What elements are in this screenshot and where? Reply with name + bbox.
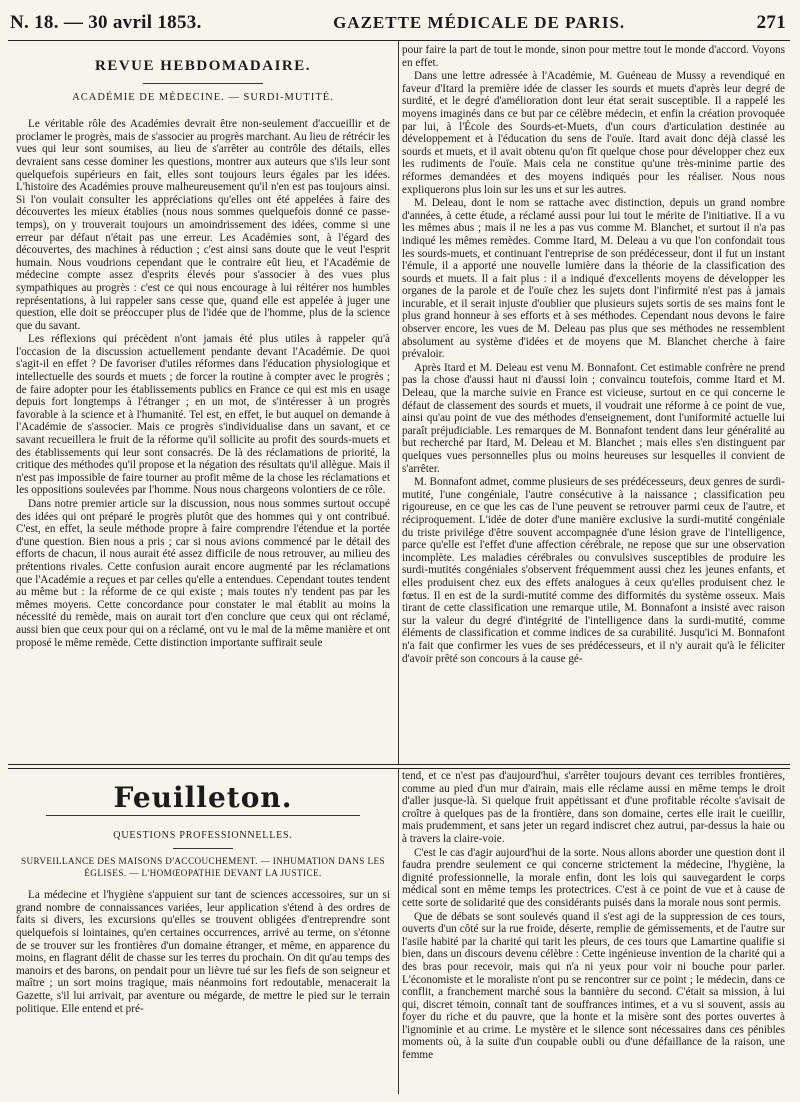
feuilleton-rule (8, 764, 790, 765)
revue-title: REVUE HEBDOMADAIRE. (94, 58, 311, 74)
revue-title-rule (143, 83, 263, 84)
page-header (10, 12, 786, 40)
feuilleton-title-rule (46, 815, 360, 816)
revue-paragraph: Dans notre premier article sur la discussion, nous nous sommes surtout occupé des idées qui ont préparé le progrès plutôt que des hommes qui y ont contribué. C'est, en effet, la seule méthode propre à faire comprendre l'étendue et la portée d'une question. Bien nous a pris ; car si nous avions commencé par le détail des efforts de chacun, il nous aurait été assez difficile de nous retrouver, au milieu des prétentions rivales. Cette confusion aurait encore augmenté par les réclamations que l'Académie a reçues et par celles qu'elle a entendues. Cependant toutes tendent au même but : la réforme de ce qui existe ; mais toutes n'y tendent pas par les mêmes moyens. Cette concordance pour constater le mal établit au moins la nécessité du remède, mais on aurait tort d'en conclure que ceux qui ont réclamé, aussi bien que ceux pour qui on a réclamé, ont vu le mal de la même manière et ont proposé le même remède. Cette distinction importante suffirait seule (16, 498, 390, 649)
column-divider-upper (398, 41, 399, 764)
feuilleton-rule-secondary (8, 768, 790, 769)
feuilleton-subtitle: QUESTIONS PROFESSIONNELLES. (113, 829, 293, 841)
feuilleton-subtitle-rule (173, 848, 233, 849)
revue-paragraph: Les réflexions qui précèdent n'ont jamais été plus utiles à rappeler qu'à l'occasion de la discussion actuellement pendante devant l'Académie. De quoi s'agit-il en effet ? De favoriser d'utiles réformes dans l'éducation physiologique et intellectuelle des sourds et muets ; de forcer la routine à compter avec le progrès ; de faire adopter pour les établissements publics en France ce qui est mis en usage depuis fort longtemps à l'étranger ; en un mot, de s'intéresser à un progrès favorable à la science et à l'humanité. Tel est, en effet, le but auquel on demande à l'Académie de s'associer. Mais ce progrès s'individualise dans un savant, et ce savant recueillera le fruit de la réforme qu'il sollicite au profit des sourds-muets et des établissements qui leur sont consacrés. De là des réclamations de priorité, la critique des méthodes qu'il propose et la négation des résultats qu'il allègue. Mais il n'est pas impossible de faire tourner au profit même de la chose les réclamations et les oppositions soulevées par l'homme. Nous nous chargeons volontiers de ce rôle. (16, 333, 390, 497)
issue-info (10, 12, 202, 34)
revue-paragraph: pour faire la part de tout le monde, sinon pour mettre tout le monde d'accord. Voyons en effet. (402, 44, 785, 69)
revue-paragraph: Dans une lettre adressée à l'Académie, M. Guéneau de Mussy a revendiqué en faveur d'Itard la première idée de classer les sourds et muets d'après leur degré de surdité, et le degré d'amélioration dont leur état serait susceptible. Il a rappelé les moyens imaginés dans ce but par ce célèbre médecin, et enfin la création provoquée par lui, à l'École des Sourds-et-Muets, d'un cours d'articulation destinée au développement et à l'éducation du sens de l'ouïe. Itard avait donc déjà classé les sourds et muets, et il avait obtenu qu'on fît quelque chose pour développer chez eux les rudiments de l'ouïe. Mais cela ne constitue qu'une très-minime partie des réformes demandées et des moyens indiqués pour les réaliser. Nous nous expliquerons plus loin sur les uns et sur les autres. (402, 70, 785, 196)
feuilleton-paragraph: C'est le cas d'agir aujourd'hui de la sorte. Nous allons aborder une question dont il faudra prendre seulement ce qui concerne strictement la médecine, l'hygiène, la dignité professionnelle, la morale enfin, dont les lois qui sauvegardent le corps médical sont en même temps les protectrices. C'est à ce point de vue et à cause de cette sorte de solidarité que des considérants puisés dans la morale nous sont permis. (402, 846, 785, 909)
feuilleton-title: Feuilleton. (113, 781, 293, 814)
page-number: 271 (756, 12, 786, 33)
revue-paragraph: M. Deleau, dont le nom se rattache avec distinction, depuis un grand nombre d'années, à cette étude, a réclamé aussi pour lui tout le mérite de l'initiative. Il a vu les mêmes abus ; mais il ne les a pas vus comme M. Blanchet, et surtout il n'a pas indiqué les mêmes remèdes. Comme Itard, M. Deleau a vu que l'on confondait tous les sourds-muets, et continuant l'entreprise de son prédécesseur, dont il fut un instant l'émule, il a apporté une nouvelle lumière dans la théorie de la classification des sourds et muets. Il a fait plus : il a indiqué d'excellents moyens de développer les organes de la parole et de l'ouïe chez les sujets dont l'infirmité n'est pas à jamais incurable, et il serait injuste d'oublier que plusieurs sujets sortis de ses mains font le plus grand honneur à ses efforts et à ses méthodes. Cependant nous devons le faire observer encore, les vues de M. Deleau pas plus que ses méthodes ne ressemblent absolument au système d'idées et de moyens que M. Blanchet cherche à faire prévaloir. (402, 197, 785, 361)
header-rule (8, 40, 790, 41)
feuilleton-column-left (16, 772, 390, 1094)
feuilleton-paragraph: tend, et ce n'est pas d'aujourd'hui, s'arrêter toujours devant ces terribles frontières, comme au pied d'un mur d'airain, mais elle réclame aussi en même temps le droit d'aller jusque-là. Si quelque fruit appétissant et d'une profitable récolte s'avisait de croître à quelques pas de la frontière, dans son domaine, certes elle irait le cueillir, mais prudemment, et sans jeter un regard indiscret chez autrui, par-dessus la haie ou à travers la claire-voie. (402, 770, 785, 845)
feuilleton-paragraph: Que de débats se sont soulevés quand il s'est agi de la suppression de ces tours, ouverts d'un côté sur la rue froide, déserte, remplie de gémissements, et de l'autre sur l'asile habité par la charité qui tarit les pleurs, de ces tours que Lamartine qualifie si bien, dans un discours devenu célèbre : Cette ingénieuse invention de la charité qui a des bras pour recevoir, mais qui n'a ni yeux pour voir ni bouche pour parler. L'économiste et le moraliste n'ont pu se rencontrer sur ce point ; le médecin, dans ce conflit, a franchement marché sous la bannière du second. C'était sa mission, à lui qui, discret témoin, connaît tant de souffrances intimes, et a vu si souvent, assis au foyer du riche et du pauvre, que la honte et la misère sont des portes ouvertes à l'ignominie et au crime. Le mystère et le silence sont nécessaires dans ces pénibles moments où, à la suite d'un coupable oubli ou d'une défaillance de la raison, une femme (402, 910, 785, 1062)
issue-number: N. 18. (10, 12, 59, 33)
feuilleton-paragraph: La médecine et l'hygiène s'appuient sur tant de sciences accessoires, sur un si grand nombre de connaissances variées, leur application s'étend à des ordres de faits si divers, les excursions qu'elles se trouvent obligées d'entreprendre sont quelquefois si lointaines, qu'en certaines occurrences, arrivé au terme, on s'étonne de se trouver sur les frontières d'un domaine étranger, et même, en apparence du moins, en flagrant délit de chasse sur les terres du prochain. On dit qu'au temps des manoirs et des barons, on pendait pour un lièvre tué sur les fiefs de son seigneur et maître ; un sort moins tragique, mais néanmoins fort redoutable, menacerait la Gazette, s'il lui arrivait, par aventure ou mégarde, de mettre le pied sur le terrain politique. Elle entend et pré- (16, 889, 390, 1015)
revue-paragraph: M. Bonnafont admet, comme plusieurs de ses prédécesseurs, deux genres de surdi-mutité, l'une congéniale, l'autre consécutive à la naissance ; classification peu rigoureuse, en ce que les cas de l'une peuvent se retrouver parmi ceux de l'autre, et réciproquement. L'idée de doter d'une manière exclusive la surdi-mutité congéniale du triste privilége d'être souvent accompagnée d'une lésion grave de l'intelligence, parce qu'elle est l'effet d'une affection cérébrale, ne repose que sur une observation incomplète. Les maladies cérébrales ou convulsives susceptibles de produire les surdi-mutités congéniales s'observent fréquemment aussi chez les jeunes enfants, et elles produisent chez eux des effets analogues à ceux qu'elles produisent chez le fœtus. Il en est de la surdi-mutité comme des difformités du système osseux. Mais tirant de cette classification une remarque utile, M. Bonnafont a insisté avec raison sur la valeur du degré d'intégrité de l'intelligence dans la surdi-mutité, comme éléments de classification et comme indices de sa curabilité. Jusqu'ici M. Bonnafont n'a fait que confirmer les vues de ses prédécesseurs, et il n'y aurait qu'à le féliciter d'avoir prêté son concours à la cause gé- (402, 476, 785, 665)
revue-column-right (402, 44, 785, 760)
feuilleton-column-right (402, 770, 785, 1094)
revue-paragraph: Le véritable rôle des Académies devrait être non-seulement d'accueillir et de proclamer le progrès, mais de s'associer au progrès marchant. Au lieu de rétrécir les vues qui leur sont soumises, au lieu de s'arrêter au contrôle des détails, elles devraient sans cesse dominer les questions, montrer aux auteurs que s'ils leur sont quelquefois supérieurs en fait, elles sont toujours leurs égales par les idées. L'histoire des Académies prouve malheureusement qu'il n'en est pas toujours ainsi. Si l'on voulait consulter les appréciations qu'elles ont été appelées à faire des découvertes les mieux établies (nous nous sommes quelquefois donné ce passe-temps), on y trouverait toujours un amoindrissement des idées, comme si une erreur par défaut n'était pas une erreur. Les Académies sont, à l'égard des découvertes, des machines à réduction ; c'est ainsi sans doute que le veut l'esprit humain. Nous voudrions cependant que le contraire eût lieu, et l'Académie de médecine compte assez d'esprits élevés pour s'associer à des vues plus sympathiques au progrès : c'est ce qui nous encourage à lui réitérer nos humbles représentations, à lui rappeler sans cesse que, quand elle est appelée à juger une question, elle doit se préoccuper plus de l'idée que de l'homme, plus de la science que du savant. (16, 118, 390, 332)
feuilleton-topics: SURVEILLANCE DES MAISONS D'ACCOUCHEMENT. — INHUMATION DANS LES ÉGLISES. — L'HOMŒOPATHIE DEVANT LA JUSTICE. (21, 856, 385, 879)
revue-column-left (16, 44, 390, 746)
column-divider-lower (398, 769, 399, 1094)
revue-section-title: ACADÉMIE DE MÉDECINE. — SURDI-MUTITÉ. (72, 91, 334, 103)
issue-date: — 30 avril 1853. (63, 12, 202, 33)
revue-paragraph: Après Itard et M. Deleau est venu M. Bonnafont. Cet estimable confrère ne prend pas la chose d'aussi haut ni d'aussi loin ; convaincu toutefois, comme Itard et M. Deleau, que la marche suivie en France est vicieuse, surtout en ce qui concerne le défaut de classement des sourds et muets, il voudrait une réforme à ce point de vue, ainsi qu'au point de vue des méthodes d'enseignement, dont l'uniformité actuelle lui paraît préjudiciable. Les remarques de M. Bonnafont tendent dans leur généralité au but recherché par Itard, M. Deleau et M. Blanchet ; mais elles s'en distinguent par quelques vues personnelles plus ou moins heureuses sur lesquelles il convient de s'arrêter. (402, 361, 785, 475)
journal-title: GAZETTE MÉDICALE DE PARIS. (333, 13, 626, 32)
